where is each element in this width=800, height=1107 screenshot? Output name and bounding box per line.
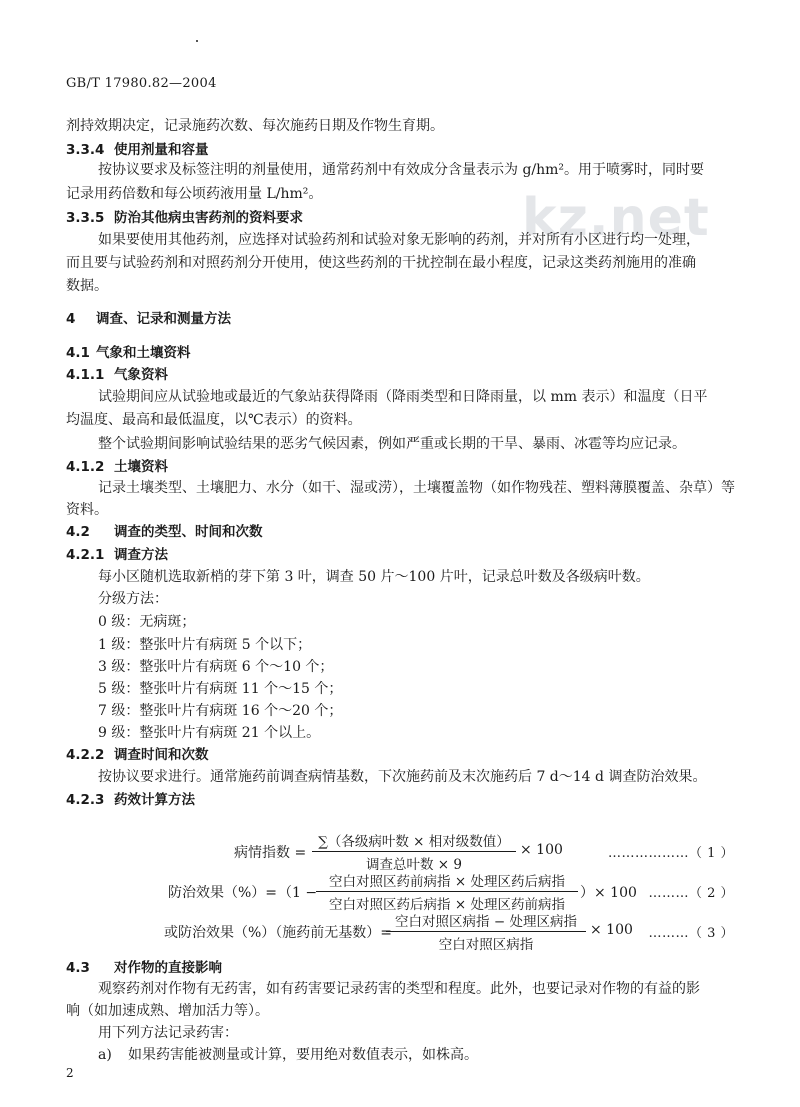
- paragraph-line: 用下列方法记录药害：: [98, 1025, 238, 1041]
- section-title: 土壤资料: [114, 459, 168, 475]
- formula-3-multiplier: × 100: [590, 922, 633, 938]
- grade-line: 9 级：整张叶片有病斑 21 个以上。: [98, 725, 321, 741]
- grade-line: 0 级：无病斑；: [98, 614, 196, 630]
- section-title: 调查、记录和测量方法: [96, 311, 231, 327]
- section-number: 4.1.2: [66, 459, 105, 475]
- section-number: 4.2.1: [66, 547, 105, 563]
- section-heading-4-1-2: [66, 457, 168, 477]
- section-title: 调查的类型、时间和次数: [114, 524, 263, 540]
- paragraph-line: 按协议要求及标签注明的剂量使用，通常药剂中有效成分含量表示为 g/hm²。用于喷雾时，同时要: [98, 162, 705, 178]
- formula-2-label: 防治效果（%）=: [168, 885, 278, 901]
- grade-line: 5 级：整张叶片有病斑 11 个～15 个；: [98, 681, 343, 697]
- paragraph-line: 均温度、最高和最低温度，以℃表示）的资料。: [66, 412, 362, 428]
- watermark: kz.net: [522, 188, 710, 248]
- section-number: 3.3.5: [66, 210, 105, 226]
- section-title: 气象资料: [114, 367, 168, 383]
- paragraph-line: 观察药剂对作物有无药害，如有药害要记录药害的类型和程度。此外，也要记录对作物的有益的影: [98, 981, 700, 997]
- formula-2-numerator: 空白对照区药前病指 × 处理区药后病指: [316, 870, 578, 892]
- section-heading-3-3-4: [66, 140, 209, 160]
- paragraph-line: 而且要与试验药剂和对照药剂分开使用，使这些药剂的干扰控制在最小程度，记录这类药剂施用的准确: [66, 255, 696, 271]
- formula-2-open: （1 −: [278, 885, 318, 901]
- section-number: 3.3.4: [66, 142, 105, 158]
- paragraph-line: 试验期间应从试验地或最近的气象站获得降雨（降雨类型和日降雨量，以 mm 表示）和温度（日平: [98, 389, 708, 405]
- paragraph-line: 响（如加速成熟、增加活力等）。: [66, 1003, 269, 1019]
- section-heading-3-3-5: [66, 208, 303, 228]
- standard-number-header: GB/T 17980.82—2004: [66, 76, 217, 91]
- section-number: 4.3: [66, 960, 90, 976]
- section-number: 4.2: [66, 524, 90, 540]
- section-title: 气象和土壤资料: [96, 345, 191, 361]
- paragraph-line: 每小区随机选取新梢的芽下第 3 叶，调查 50 片～100 片叶，记录总叶数及各级病叶数。: [98, 569, 650, 585]
- paragraph-line: 资料。: [66, 502, 108, 518]
- section-heading-4-2: [66, 522, 263, 542]
- page-number: 2: [66, 1066, 74, 1080]
- formula-3-label: 或防治效果（%）（施药前无基数）=: [164, 925, 393, 941]
- formula-3-numerator: 空白对照区病指 − 处理区病指: [386, 910, 586, 932]
- formula-3-number: ………（ 3 ）: [648, 926, 734, 941]
- paragraph-line: 数据。: [66, 278, 108, 294]
- formula-2-multiplier: ）× 100: [580, 885, 637, 901]
- formula-1-denominator: 调查总叶数 × 9: [366, 857, 462, 873]
- formula-2-denominator: 空白对照区药后病指 × 处理区药前病指: [329, 897, 565, 913]
- section-title: 防治其他病虫害药剂的资料要求: [114, 210, 303, 226]
- grade-line: 7 级：整张叶片有病斑 16 个～20 个；: [98, 703, 343, 719]
- paragraph-line: 记录土壤类型、土壤肥力、水分（如干、湿或涝），土壤覆盖物（如作物残茬、塑料薄膜覆盖、杂草）等: [98, 480, 735, 496]
- list-item-a: [98, 1045, 478, 1065]
- section-title: 对作物的直接影响: [114, 960, 222, 976]
- list-item-text: 如果药害能被测量或计算，要用绝对数值表示，如株高。: [128, 1047, 478, 1063]
- section-heading-4-2-1: [66, 545, 168, 565]
- section-title: 调查方法: [114, 547, 168, 563]
- grade-line: 1 级：整张叶片有病斑 5 个以下；: [98, 637, 312, 653]
- section-heading-4-1-1: [66, 365, 168, 385]
- list-marker: a): [98, 1047, 112, 1063]
- formula-3-denominator: 空白对照区病指: [438, 937, 534, 953]
- section-heading-4: [66, 309, 231, 329]
- section-title: 调查时间和次数: [114, 747, 209, 763]
- section-number: 4.2.3: [66, 792, 105, 808]
- section-number: 4.1.1: [66, 367, 105, 383]
- paragraph-line: 如果要使用其他药剂，应选择对试验药剂和试验对象无影响的药剂，并对所有小区进行均一处理，: [98, 232, 700, 248]
- formula-3-fraction: [386, 910, 586, 953]
- formula-1-fraction: [312, 830, 516, 873]
- formula-1-number: ………………（ 1 ）: [607, 846, 734, 861]
- section-heading-4-2-2: [66, 745, 209, 765]
- section-number: 4.2.2: [66, 747, 105, 763]
- paragraph-line: 按协议要求进行。通常施药前调查病情基数，下次施药前及末次施药后 7 d～14 d 调查防治效果。: [98, 769, 707, 785]
- paragraph-line: 分级方法：: [98, 591, 168, 607]
- scan-speck: [196, 40, 198, 42]
- grade-line: 3 级：整张叶片有病斑 6 个～10 个；: [98, 659, 334, 675]
- formula-2-fraction: [316, 870, 578, 913]
- formula-1-label: 病情指数 =: [234, 845, 307, 861]
- paragraph-line: 整个试验期间影响试验结果的恶劣气候因素，例如严重或长期的干旱、暴雨、冰雹等均应记录。: [98, 436, 686, 452]
- section-number: 4.1: [66, 345, 90, 361]
- section-heading-4-3: [66, 958, 222, 978]
- section-heading-4-1: [66, 343, 191, 363]
- paragraph-line: 剂持效期决定，记录施药次数、每次施药日期及作物生育期。: [66, 118, 444, 134]
- section-title: 药效计算方法: [114, 792, 195, 808]
- formula-1-numerator: ∑（各级病叶数 × 相对级数值）: [312, 830, 516, 852]
- formula-2-number: ………（ 2 ）: [648, 886, 734, 901]
- section-heading-4-2-3: [66, 790, 195, 810]
- section-number: 4: [66, 311, 76, 327]
- section-title: 使用剂量和容量: [114, 142, 209, 158]
- formula-1-multiplier: × 100: [520, 842, 563, 858]
- paragraph-line: 记录用药倍数和每公顷药液用量 L/hm²。: [66, 186, 323, 202]
